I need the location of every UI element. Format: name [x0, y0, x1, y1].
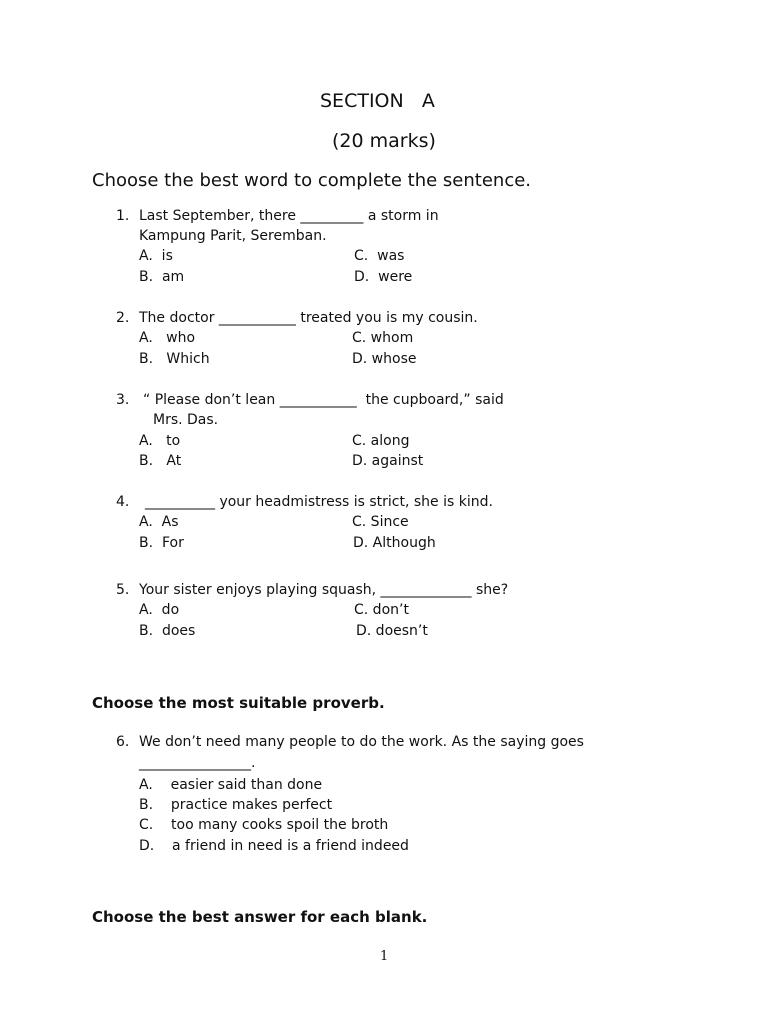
question-stem: ________________. — [139, 755, 256, 771]
option-c[interactable]: C. along — [352, 433, 410, 449]
question-stem: __________ your headmistress is strict, she is kind. — [145, 494, 493, 510]
option-d[interactable]: D. doesn’t — [356, 623, 428, 639]
option-b[interactable]: B. practice makes perfect — [139, 797, 333, 813]
instruction-proverb: Choose the most suitable proverb. — [92, 694, 385, 712]
option-c[interactable]: C. Since — [352, 514, 409, 530]
question-number: 4. — [116, 494, 130, 510]
option-d[interactable]: D. Although — [353, 535, 436, 551]
question-number: 1. — [116, 208, 130, 224]
option-d[interactable]: D. against — [352, 453, 424, 469]
option-a[interactable]: A. do — [139, 602, 180, 618]
question-stem: Your sister enjoys playing squash, _____________ she? — [139, 582, 509, 598]
section-title: SECTION A — [320, 90, 435, 112]
option-b[interactable]: B. am — [139, 269, 185, 285]
option-c[interactable]: C. too many cooks spoil the broth — [139, 817, 389, 833]
instruction-best-word: Choose the best word to complete the sentence. — [92, 170, 532, 191]
question-number: 3. — [116, 392, 130, 408]
question-stem: “ Please don’t lean ___________ the cupboard,” said — [143, 392, 504, 408]
page-number: 1 — [380, 949, 389, 964]
option-d[interactable]: D. a friend in need is a friend indeed — [139, 838, 409, 854]
question-number: 2. — [116, 310, 130, 326]
option-a[interactable]: A. to — [139, 433, 181, 449]
question-stem: Last September, there _________ a storm in — [139, 208, 439, 224]
question-stem: Kampung Parit, Seremban. — [139, 228, 327, 244]
option-a[interactable]: A. who — [139, 330, 196, 346]
instruction-blanks: Choose the best answer for each blank. — [92, 908, 428, 926]
option-a[interactable]: A. is — [139, 248, 173, 264]
question-stem: We don’t need many people to do the work. As the saying goes — [139, 734, 584, 750]
marks-label: (20 marks) — [332, 130, 436, 152]
option-a[interactable]: A. easier said than done — [139, 777, 323, 793]
option-b[interactable]: B. For — [139, 535, 184, 551]
question-stem: The doctor ___________ treated you is my cousin. — [139, 310, 478, 326]
option-d[interactable]: D. whose — [352, 351, 417, 367]
option-c[interactable]: C. was — [354, 248, 405, 264]
option-b[interactable]: B. At — [139, 453, 182, 469]
option-c[interactable]: C. whom — [352, 330, 414, 346]
question-number: 6. — [116, 734, 130, 750]
option-b[interactable]: B. Which — [139, 351, 210, 367]
option-b[interactable]: B. does — [139, 623, 196, 639]
option-a[interactable]: A. As — [139, 514, 179, 530]
option-c[interactable]: C. don’t — [354, 602, 409, 618]
option-d[interactable]: D. were — [354, 269, 413, 285]
question-stem: Mrs. Das. — [153, 412, 219, 428]
question-number: 5. — [116, 582, 130, 598]
